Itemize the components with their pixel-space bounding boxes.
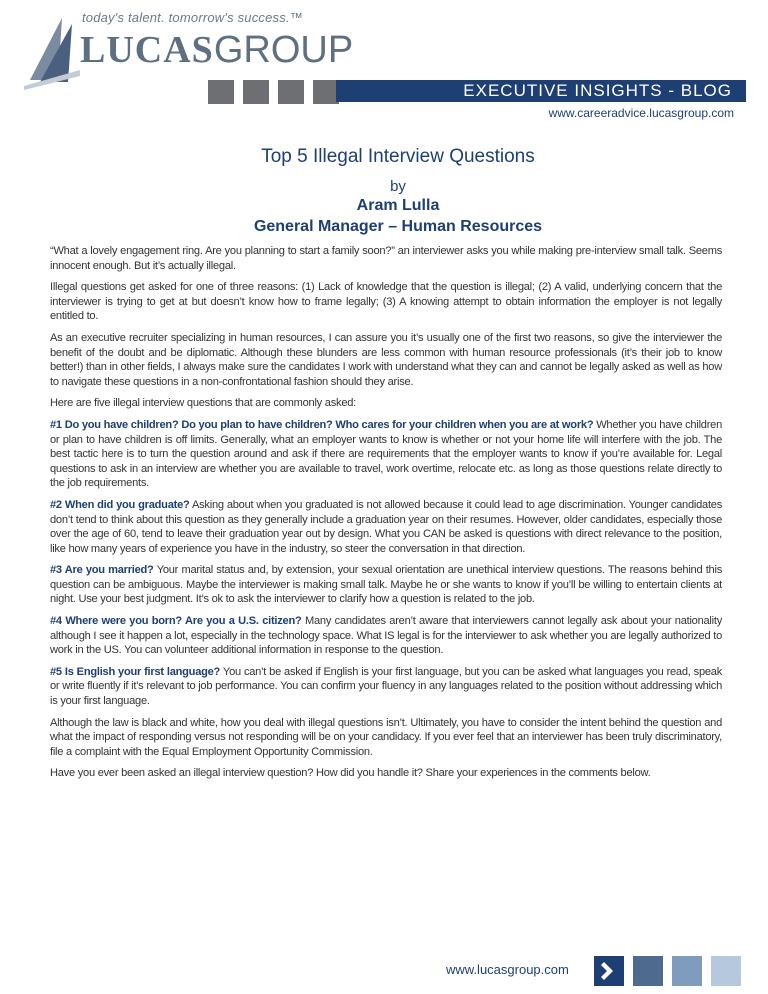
paragraph: Have you ever been asked an illegal interview question? How did you handle it? Share your experiences in the comments below.	[50, 767, 651, 780]
footer-color-box	[711, 956, 741, 986]
question-heading: #3 Are you married?	[50, 564, 154, 577]
brand-wordmark	[80, 28, 353, 72]
decor-square	[243, 80, 269, 104]
paragraph: Although the law is black and white, how you deal with illegal questions isn’t. Ultimately, you have to consider the intent behind the question and what the impact of responding versus not responding will be on your candidacy. If you ever feel that an interviewer has been truly discriminatory, file a complaint with the Equal Employment Opportunity Commission.	[50, 716, 722, 758]
question-answer: Whether you have children or plan to have children is off limits. Generally, what an employer wants to know is whether or not your home life will interfere with the job. The best tactic here is to turn the question around and ask if there are requirements that the employer wants to know if you’re available for. Legal questions to ask in an interview are whether you are available to travel, work overtime, relocate etc. as long as those questions relate directly to the job requirements.	[50, 418, 722, 490]
site-url-link[interactable]: www.careeradvice.lucasgroup.com	[548, 106, 734, 120]
blog-banner	[336, 80, 746, 102]
question-answer: You can’t be asked if English is your first language, but you can be asked what languages you read, speak or write fluently if it’s relevant to job performance. You can confirm your fluency in any languages related to the position without addressing which is your first language.	[50, 665, 722, 708]
logo-emblem	[22, 10, 84, 92]
next-button[interactable]	[594, 956, 624, 986]
question-item	[50, 665, 722, 709]
banner-title: EXECUTIVE INSIGHTS - BLOG	[463, 81, 732, 100]
question-answer: Many candidates aren’t aware that interviewers cannot legally ask about your nationality although I see it happen a lot, especially in the technology space. What IS legal is for the interviewer to ask whether you are legally authorized to work in the US. You can volunteer additional information in response to the question.	[50, 615, 722, 657]
chevron-right-icon	[594, 956, 624, 986]
brand-tagline: today's talent. tomorrow's success.™	[82, 10, 303, 25]
question-item	[50, 563, 722, 607]
question-item	[50, 418, 722, 491]
footer-color-box	[672, 956, 702, 986]
question-heading: #4 Where were you born? Are you a U.S. citizen?	[50, 615, 302, 628]
decor-square	[208, 80, 234, 104]
author-role: General Manager – Human Resources	[253, 218, 543, 235]
question-heading: #2 When did you graduate?	[50, 498, 190, 511]
paragraph: As an executive recruiter specializing in human resources, I can assure you it’s usually one of the first two reasons, so give the interviewer the benefit of the doubt and be diplomatic. Although these blunders are less common with human resource professionals (it’s their job to know better!) than in other fields, I always make sure the candidates I work with understand what they can and cannot be legally asked as well as how to navigate these questions in a non-confrontational fashion should they arise.	[50, 331, 722, 388]
question-heading: #5 Is English your first language?	[50, 665, 221, 678]
byline-by: by	[390, 178, 406, 195]
question-answer: Asking about when you graduated is not allowed because it could lead to age discrimination. Younger candidates don’t tend to think about this question as they generally include a graduation year on their resumes. However, older candidates, especially those over the age of 60, tend to leave their graduation year out by design. What you CAN be asked is questions with direct relevance to the position, like how many years of experience you have in the industry, so steer the conversation in that direction.	[50, 498, 722, 555]
question-item	[50, 614, 722, 658]
question-heading: #1 Do you have children? Do you plan to have children? Who cares for your children when you are at work?	[50, 418, 594, 431]
author-name: Aram Lulla	[356, 197, 440, 214]
paragraph: “What a lovely engagement ring. Are you planning to start a family soon?” an interviewer asks you while making pre-interview small talk. Seems innocent enough. But it’s actually illegal.	[50, 245, 722, 272]
paragraph: Here are five illegal interview questions that are commonly asked:	[50, 397, 356, 410]
brand-word-group: GROUP	[213, 29, 354, 71]
article-title: Top 5 Illegal Interview Questions	[261, 146, 535, 167]
article-body	[50, 244, 722, 788]
question-item	[50, 498, 722, 556]
brand-word-lucas: LUCAS	[80, 29, 214, 71]
question-answer: Your marital status and, by extension, your sexual orientation are unethical interview questions. The reasons behind this question can be ambiguous. Maybe the interviewer is making small talk. Maybe he or she wants to know if you’ll be willing to entertain clients at night. Use your best judgment. It’s ok to ask the interviewer to clarify how a question is related to the job.	[50, 564, 722, 606]
paragraph: Illegal questions get asked for one of three reasons: (1) Lack of knowledge that the question is illegal; (2) A valid, underlying concern that the interviewer is trying to get at but doesn’t know how to frame legally; (3) A knowing attempt to obtain information the employer is not legally entitled to.	[50, 281, 722, 323]
footer-color-box	[633, 956, 663, 986]
footer-url-link[interactable]: www.lucasgroup.com	[446, 962, 569, 977]
decor-square	[278, 80, 304, 104]
